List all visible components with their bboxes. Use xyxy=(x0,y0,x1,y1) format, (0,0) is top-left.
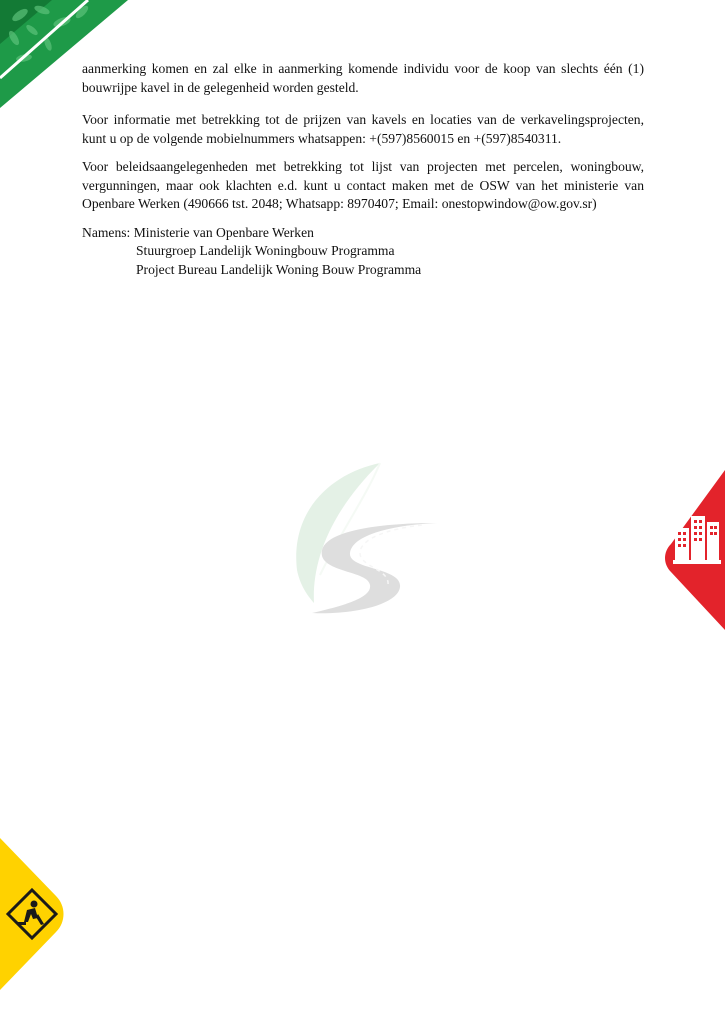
document-body xyxy=(82,60,644,279)
signature-steering-group: Stuurgroep Landelijk Woningbouw Programma xyxy=(136,243,395,258)
paragraph-lot-purchase: aanmerking komen en zal elke in aanmerking komende individu voor de koop van slechts één (1) bouwrijpe kavel in de gelegenheid worden gesteld. xyxy=(82,61,644,95)
road-work-sign-icon xyxy=(0,838,70,1024)
paragraph-price-info: Voor informatie met betrekking tot de prijzen van kavels en locaties van de verkavelingsprojecten, kunt u op de volgende mobielnummers whatsappen: +(597)8560015 en +(597)8540311. xyxy=(82,112,644,146)
leaf-road-logo-icon xyxy=(272,455,447,625)
signature-block xyxy=(82,224,644,280)
signature-ministry: Namens: Ministerie van Openbare Werken xyxy=(82,224,314,240)
signature-project-bureau: Project Bureau Landelijk Woning Bouw Programma xyxy=(136,261,422,277)
paragraph-policy-contact: Voor beleidsaangelegenheden met betrekking tot lijst van projecten met percelen, woningbouw, vergunningen, maar ook klachten e.d. kunt u contact maken met de OSW van het ministerie van Openbare Werken (490666 tst. 2048; Whatsapp: 8970407; Email: onestopwindow@ow.gov.sr) xyxy=(82,159,644,211)
city-buildings-icon xyxy=(663,470,725,630)
